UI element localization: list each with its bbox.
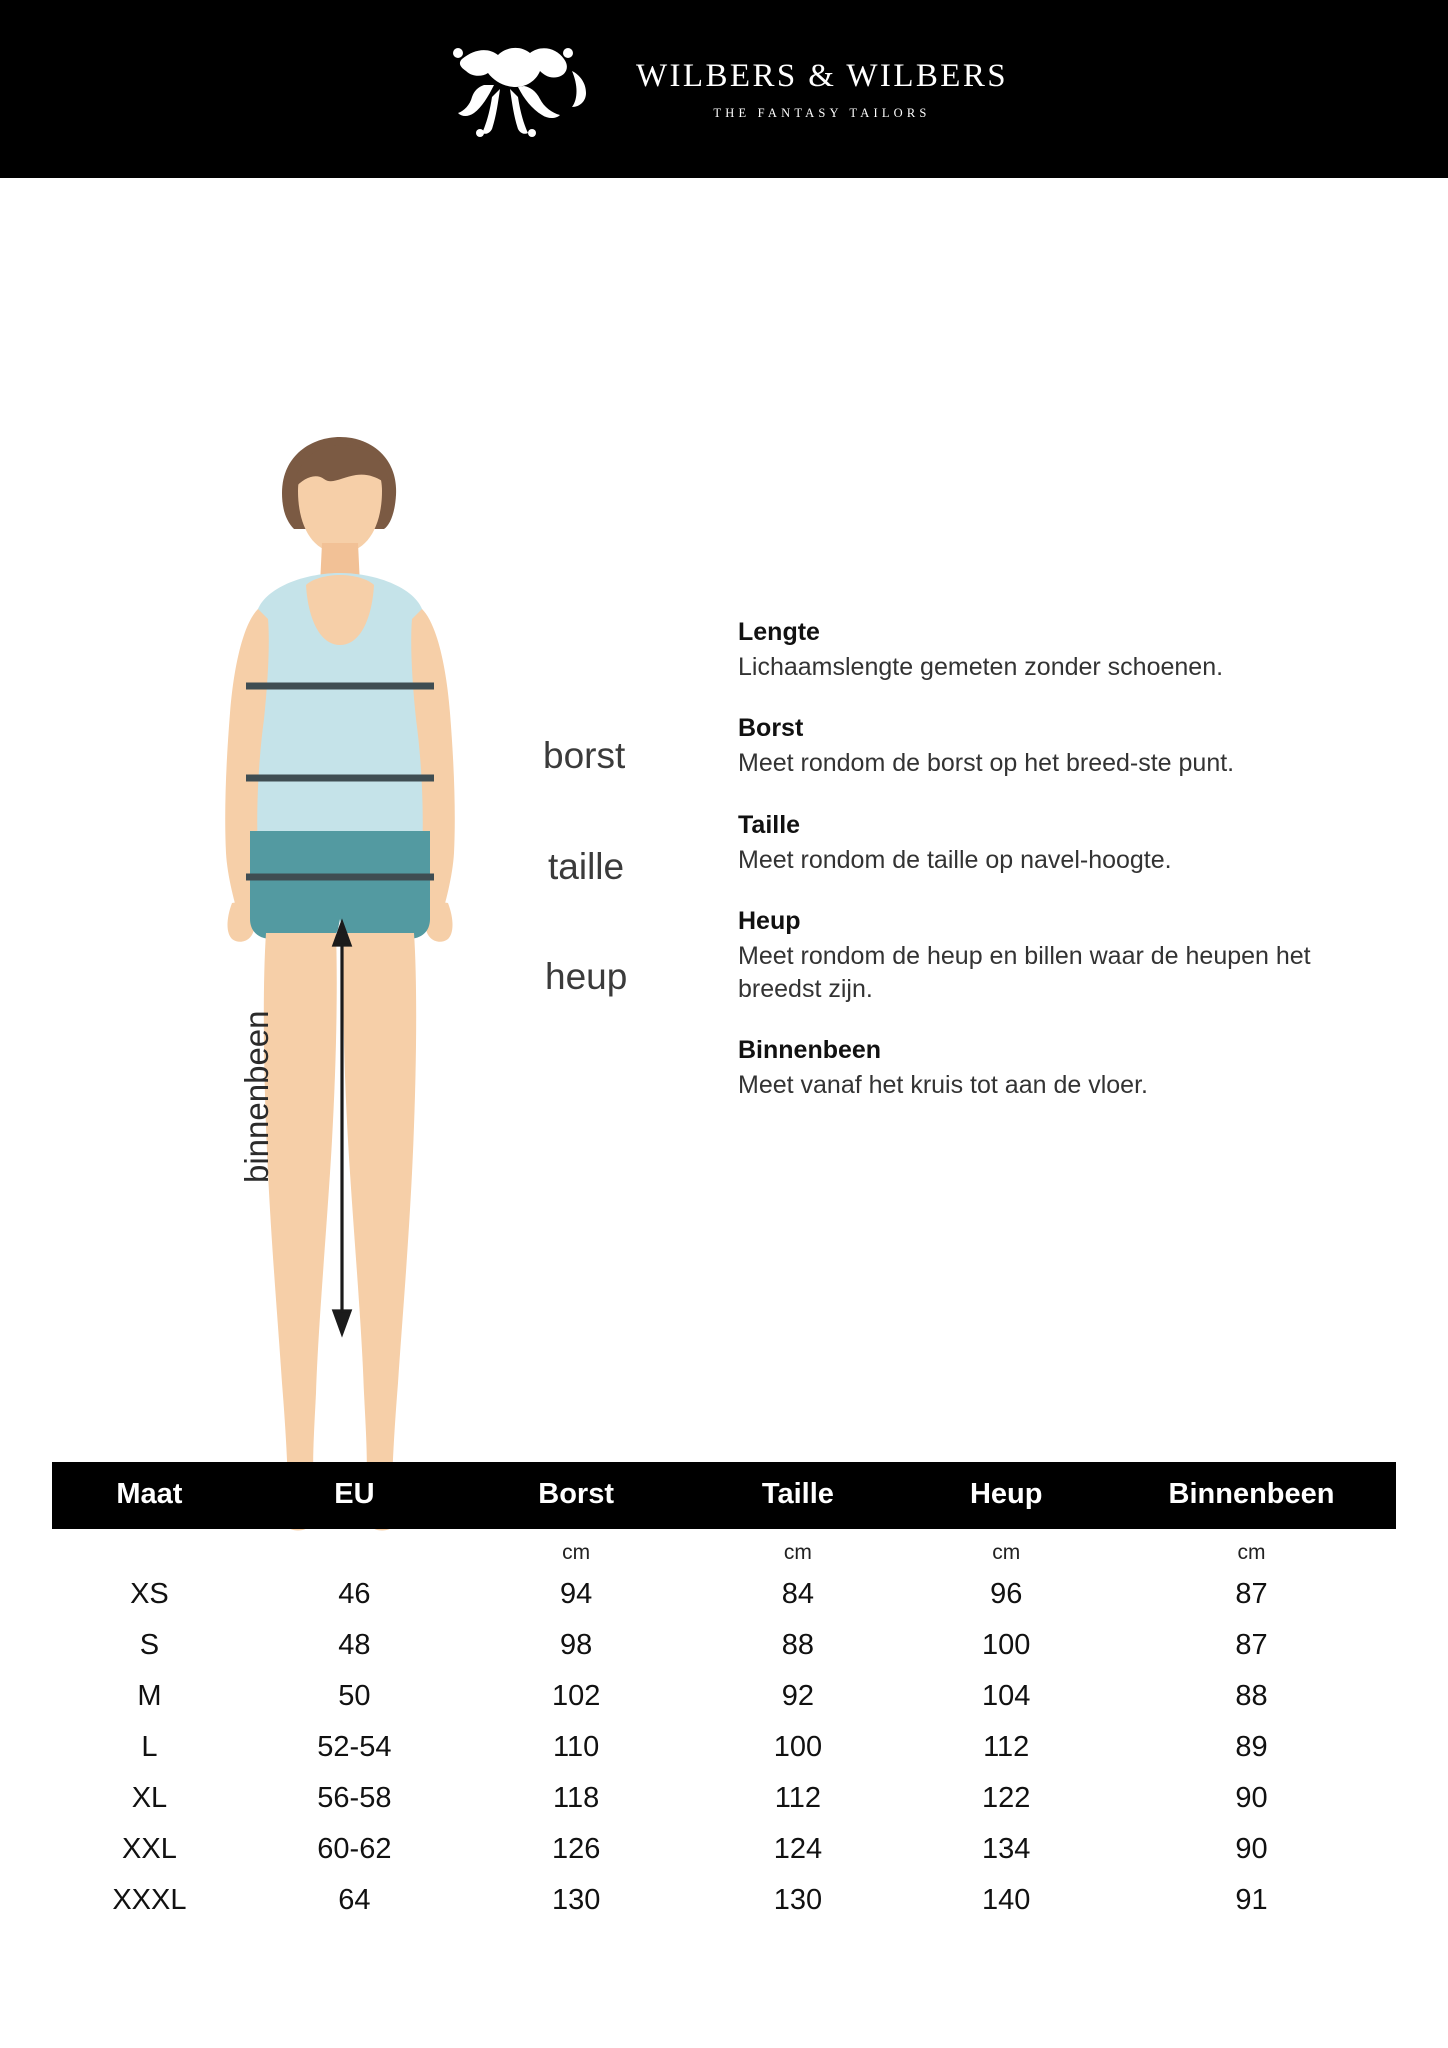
- instruction-title: Taille: [738, 810, 801, 839]
- size-table-body: [52, 1529, 1396, 1926]
- cell-maat: XL: [131, 1782, 168, 1814]
- instruction-block-lengte: [738, 618, 1388, 684]
- column-header-borst: Borst: [462, 1462, 690, 1529]
- cell-binnenbeen: 90: [1235, 1782, 1268, 1814]
- column-header-taille: Taille: [690, 1462, 905, 1529]
- figure-label-inseam: binnenbeen: [238, 1010, 275, 1183]
- cell-binnenbeen: 88: [1235, 1680, 1268, 1712]
- cell-borst: 102: [551, 1680, 601, 1712]
- cell-eu: 64: [338, 1884, 371, 1916]
- instruction-body: Lichaamslengte gemeten zonder schoenen.: [738, 653, 1224, 681]
- cell-heup: 96: [990, 1578, 1023, 1610]
- cell-heup: 134: [982, 1833, 1031, 1865]
- cell-eu: 50: [338, 1680, 371, 1712]
- instruction-block-taille: [738, 811, 1388, 877]
- column-header-eu: EU: [247, 1462, 462, 1529]
- instruction-block-borst: [738, 714, 1388, 780]
- unit-cell: cm: [783, 1541, 812, 1564]
- cell-binnenbeen: 89: [1235, 1731, 1268, 1763]
- body-measurement-illustration: [140, 433, 560, 1593]
- table-row: [52, 1569, 1396, 1620]
- cell-eu: 48: [338, 1629, 371, 1661]
- cell-borst: 94: [560, 1578, 593, 1610]
- instruction-body: Meet rondom de borst op het breed-ste punt.: [738, 749, 1235, 778]
- instruction-title: Binnenbeen: [738, 1036, 882, 1065]
- cell-heup: 112: [983, 1731, 1030, 1763]
- table-row: [52, 1620, 1396, 1671]
- brand-logo: [440, 41, 1008, 137]
- cell-maat: XXXL: [112, 1884, 187, 1916]
- cell-maat: S: [139, 1629, 160, 1661]
- cell-maat: M: [137, 1680, 162, 1712]
- cell-maat: XXL: [122, 1833, 177, 1865]
- brand-wordmark: [636, 58, 1008, 121]
- figure-label-chest: borst: [543, 735, 626, 776]
- cell-borst: 110: [553, 1731, 600, 1763]
- cell-heup: 100: [982, 1629, 1031, 1661]
- cell-eu: 52-54: [317, 1731, 392, 1763]
- table-row: [52, 1875, 1396, 1926]
- main-content: [0, 178, 1448, 1468]
- cell-taille: 88: [781, 1629, 815, 1661]
- cell-taille: 124: [773, 1833, 823, 1865]
- cell-borst: 130: [551, 1884, 601, 1916]
- page-header: [0, 0, 1448, 178]
- instruction-block-binnenbeen: [738, 1036, 1388, 1102]
- cell-binnenbeen: 91: [1235, 1884, 1268, 1916]
- unit-cell: [52, 1529, 247, 1569]
- cell-maat: XS: [130, 1578, 169, 1610]
- cell-taille: 100: [773, 1731, 823, 1763]
- cell-heup: 122: [982, 1782, 1031, 1814]
- cell-maat: L: [141, 1731, 158, 1763]
- instruction-title: Lengte: [738, 618, 820, 646]
- cell-borst: 118: [553, 1782, 600, 1814]
- cell-taille: 130: [773, 1884, 823, 1916]
- instruction-block-heup: [738, 907, 1388, 1007]
- size-table: [52, 1462, 1396, 1926]
- cell-binnenbeen: 87: [1235, 1578, 1268, 1610]
- cell-heup: 140: [982, 1884, 1031, 1916]
- instruction-body: Meet rondom de taille op navel-hoogte.: [738, 845, 1172, 874]
- column-header-maat: Maat: [52, 1462, 247, 1529]
- size-table-container: [52, 1462, 1396, 1926]
- cell-binnenbeen: 90: [1235, 1833, 1268, 1865]
- figure-label-waist: taille: [548, 846, 625, 887]
- instruction-title: Heup: [738, 906, 801, 935]
- cell-borst: 126: [551, 1833, 601, 1865]
- cell-eu: 56-58: [317, 1782, 392, 1814]
- instruction-body: Meet vanaf het kruis tot aan de vloer.: [738, 1071, 1148, 1100]
- instruction-title: Borst: [738, 714, 804, 743]
- cell-taille: 112: [774, 1782, 821, 1814]
- size-table-head: [52, 1462, 1396, 1529]
- instruction-body: Meet rondom de heup en billen waar de heupen het breedst zijn.: [738, 941, 1311, 1003]
- cell-eu: 60-62: [317, 1833, 392, 1865]
- cell-taille: 92: [781, 1680, 815, 1712]
- column-header-binnenbeen: Binnenbeen: [1107, 1462, 1396, 1529]
- table-unit-row: [52, 1529, 1396, 1569]
- table-row: [52, 1824, 1396, 1875]
- cell-binnenbeen: 87: [1235, 1629, 1268, 1661]
- column-header-heup: Heup: [905, 1462, 1107, 1529]
- unit-cell: cm: [562, 1541, 591, 1564]
- unit-cell: [247, 1529, 462, 1569]
- jester-horse-logo-icon: [440, 41, 610, 137]
- table-row: [52, 1671, 1396, 1722]
- unit-cell: cm: [1237, 1541, 1266, 1564]
- figure-label-hip: heup: [545, 956, 628, 997]
- table-header-row: [52, 1462, 1396, 1529]
- cell-taille: 84: [781, 1578, 815, 1610]
- table-row: [52, 1722, 1396, 1773]
- cell-eu: 46: [338, 1578, 371, 1610]
- cell-heup: 104: [982, 1680, 1031, 1712]
- cell-borst: 98: [560, 1629, 593, 1661]
- brand-name: WILBERS & WILBERS: [635, 57, 1009, 94]
- unit-cell: cm: [992, 1541, 1021, 1564]
- measurement-instructions: [738, 618, 1388, 1133]
- brand-tagline: THE FANTASY TAILORS: [713, 105, 931, 120]
- table-row: [52, 1773, 1396, 1824]
